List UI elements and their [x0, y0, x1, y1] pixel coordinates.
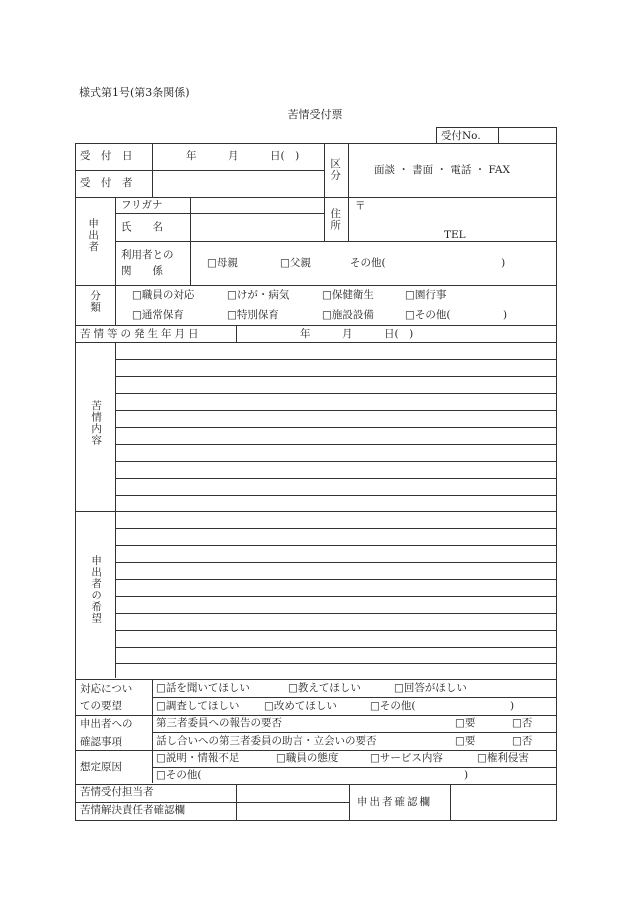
complaint-ruled-line-3	[115, 393, 557, 394]
complaint-ruled-line-8	[115, 478, 557, 479]
complaint-ruled-line-6	[115, 444, 557, 445]
class-injury-illness[interactable]: □けが・病気	[227, 289, 290, 301]
furigana-field[interactable]	[194, 199, 320, 211]
form-number: 様式第1号(第3条関係)	[79, 86, 190, 99]
class-other[interactable]: □その他( )	[405, 309, 508, 321]
cause-service-content[interactable]: □サービス内容	[370, 752, 443, 764]
applicant-confirm-field[interactable]	[453, 788, 553, 816]
relation-other[interactable]: その他( )	[350, 257, 506, 269]
complaint-ruled-line-2	[115, 376, 557, 377]
q1-need[interactable]: □要	[455, 717, 476, 729]
wish-ruled-line-6	[115, 613, 557, 614]
class-facilities[interactable]: □施設設備	[322, 309, 374, 321]
complaint-ruled-line-9	[115, 495, 557, 496]
complaint-ruled-line-1	[115, 359, 557, 360]
receipt-no-field[interactable]	[500, 129, 554, 141]
reception-date-label: 受 付 日	[80, 150, 133, 162]
wish-ruled-line-3	[115, 562, 557, 563]
relation-label-1: 利用者との	[121, 249, 174, 261]
confirmation-label-2: 確認事項	[80, 736, 122, 748]
class-staff-response[interactable]: □職員の対応	[132, 289, 195, 301]
wish-ruled-line-1	[115, 528, 557, 529]
wish-ruled-line-5	[115, 596, 557, 597]
reception-person-label: 受 付 者	[80, 177, 133, 189]
category-options: 面談 ・ 書面 ・ 電話 ・ FAX	[374, 164, 510, 176]
postal-mark: 〒	[355, 200, 366, 212]
response-label-2: ての要望	[80, 700, 122, 712]
wish-ruled-line-9	[115, 663, 557, 664]
q1-no-need[interactable]: □否	[512, 717, 533, 729]
relation-mother[interactable]: □母親	[207, 257, 238, 269]
occurrence-value: 年 月 日( )	[300, 328, 414, 340]
response-label-1: 対応につい	[80, 683, 133, 695]
wish-ruled-line-4	[115, 579, 557, 580]
complaint-ruled-line-7	[115, 461, 557, 462]
reception-date-value: 年 月 日( )	[186, 150, 300, 162]
wish-ruled-line-2	[115, 545, 557, 546]
applicant-section-label: 申出者	[87, 218, 100, 253]
cause-staff-attitude[interactable]: □職員の態度	[276, 752, 339, 764]
response-investigate[interactable]: □調査してほしい	[156, 700, 240, 712]
confirmation-q2: 話し合いへの第三者委員の助言・立会いの要否	[156, 735, 377, 747]
wish-ruled-line-7	[115, 630, 557, 631]
class-regular-care[interactable]: □通常保育	[132, 309, 184, 321]
resolver-label: 苦情解決責任者確認欄	[80, 804, 185, 816]
cause-info-lack[interactable]: □説明・情報不足	[156, 752, 240, 764]
complaint-content-label: 苦情内容	[90, 400, 103, 446]
confirmation-q1: 第三者委員への報告の要否	[156, 717, 282, 729]
response-answer[interactable]: □回答がほしい	[394, 682, 467, 694]
response-teach[interactable]: □教えてほしい	[288, 682, 361, 694]
handler-label: 苦情受付担当者	[80, 786, 154, 798]
causes-label: 想定原因	[80, 761, 122, 773]
response-other[interactable]: □その他( )	[370, 700, 515, 712]
name-label: 氏 名	[121, 221, 163, 233]
confirmation-label-1: 申出者への	[80, 718, 133, 730]
furigana-label: フリガナ	[121, 199, 163, 211]
reception-person-field[interactable]	[156, 174, 322, 192]
address-label: 住所	[329, 208, 342, 231]
document-title: 苦情受付票	[287, 108, 343, 121]
relation-label-2: 関 係	[121, 265, 163, 277]
cause-other[interactable]: □その他( )	[156, 769, 469, 781]
class-special-care[interactable]: □特別保育	[227, 309, 279, 321]
address-field[interactable]	[368, 200, 552, 224]
response-listen[interactable]: □話を聞いてほしい	[156, 682, 250, 694]
response-improve[interactable]: □改めてほしい	[264, 700, 337, 712]
q2-no-need[interactable]: □否	[512, 735, 533, 747]
handler-field[interactable]	[238, 786, 346, 800]
category-label: 区分	[329, 158, 342, 181]
q2-need[interactable]: □要	[455, 735, 476, 747]
relation-father[interactable]: □父親	[280, 257, 311, 269]
applicant-wish-label: 申出者の希望	[90, 555, 103, 624]
wish-ruled-line-8	[115, 647, 557, 648]
class-events[interactable]: □園行事	[405, 289, 447, 301]
occurrence-label: 苦情等の発生年月日	[80, 328, 202, 340]
name-field[interactable]	[194, 218, 320, 238]
complaint-ruled-line-5	[115, 427, 557, 428]
cause-rights[interactable]: □権利侵害	[477, 752, 529, 764]
resolver-field[interactable]	[238, 804, 346, 818]
tel-label: TEL	[444, 229, 466, 241]
complaint-ruled-line-4	[115, 410, 557, 411]
classification-label: 分類	[89, 290, 102, 313]
applicant-confirm-label: 申出者確認欄	[357, 796, 432, 808]
class-health-hygiene[interactable]: □保健衛生	[322, 289, 374, 301]
receipt-no-label: 受付No.	[441, 130, 481, 142]
